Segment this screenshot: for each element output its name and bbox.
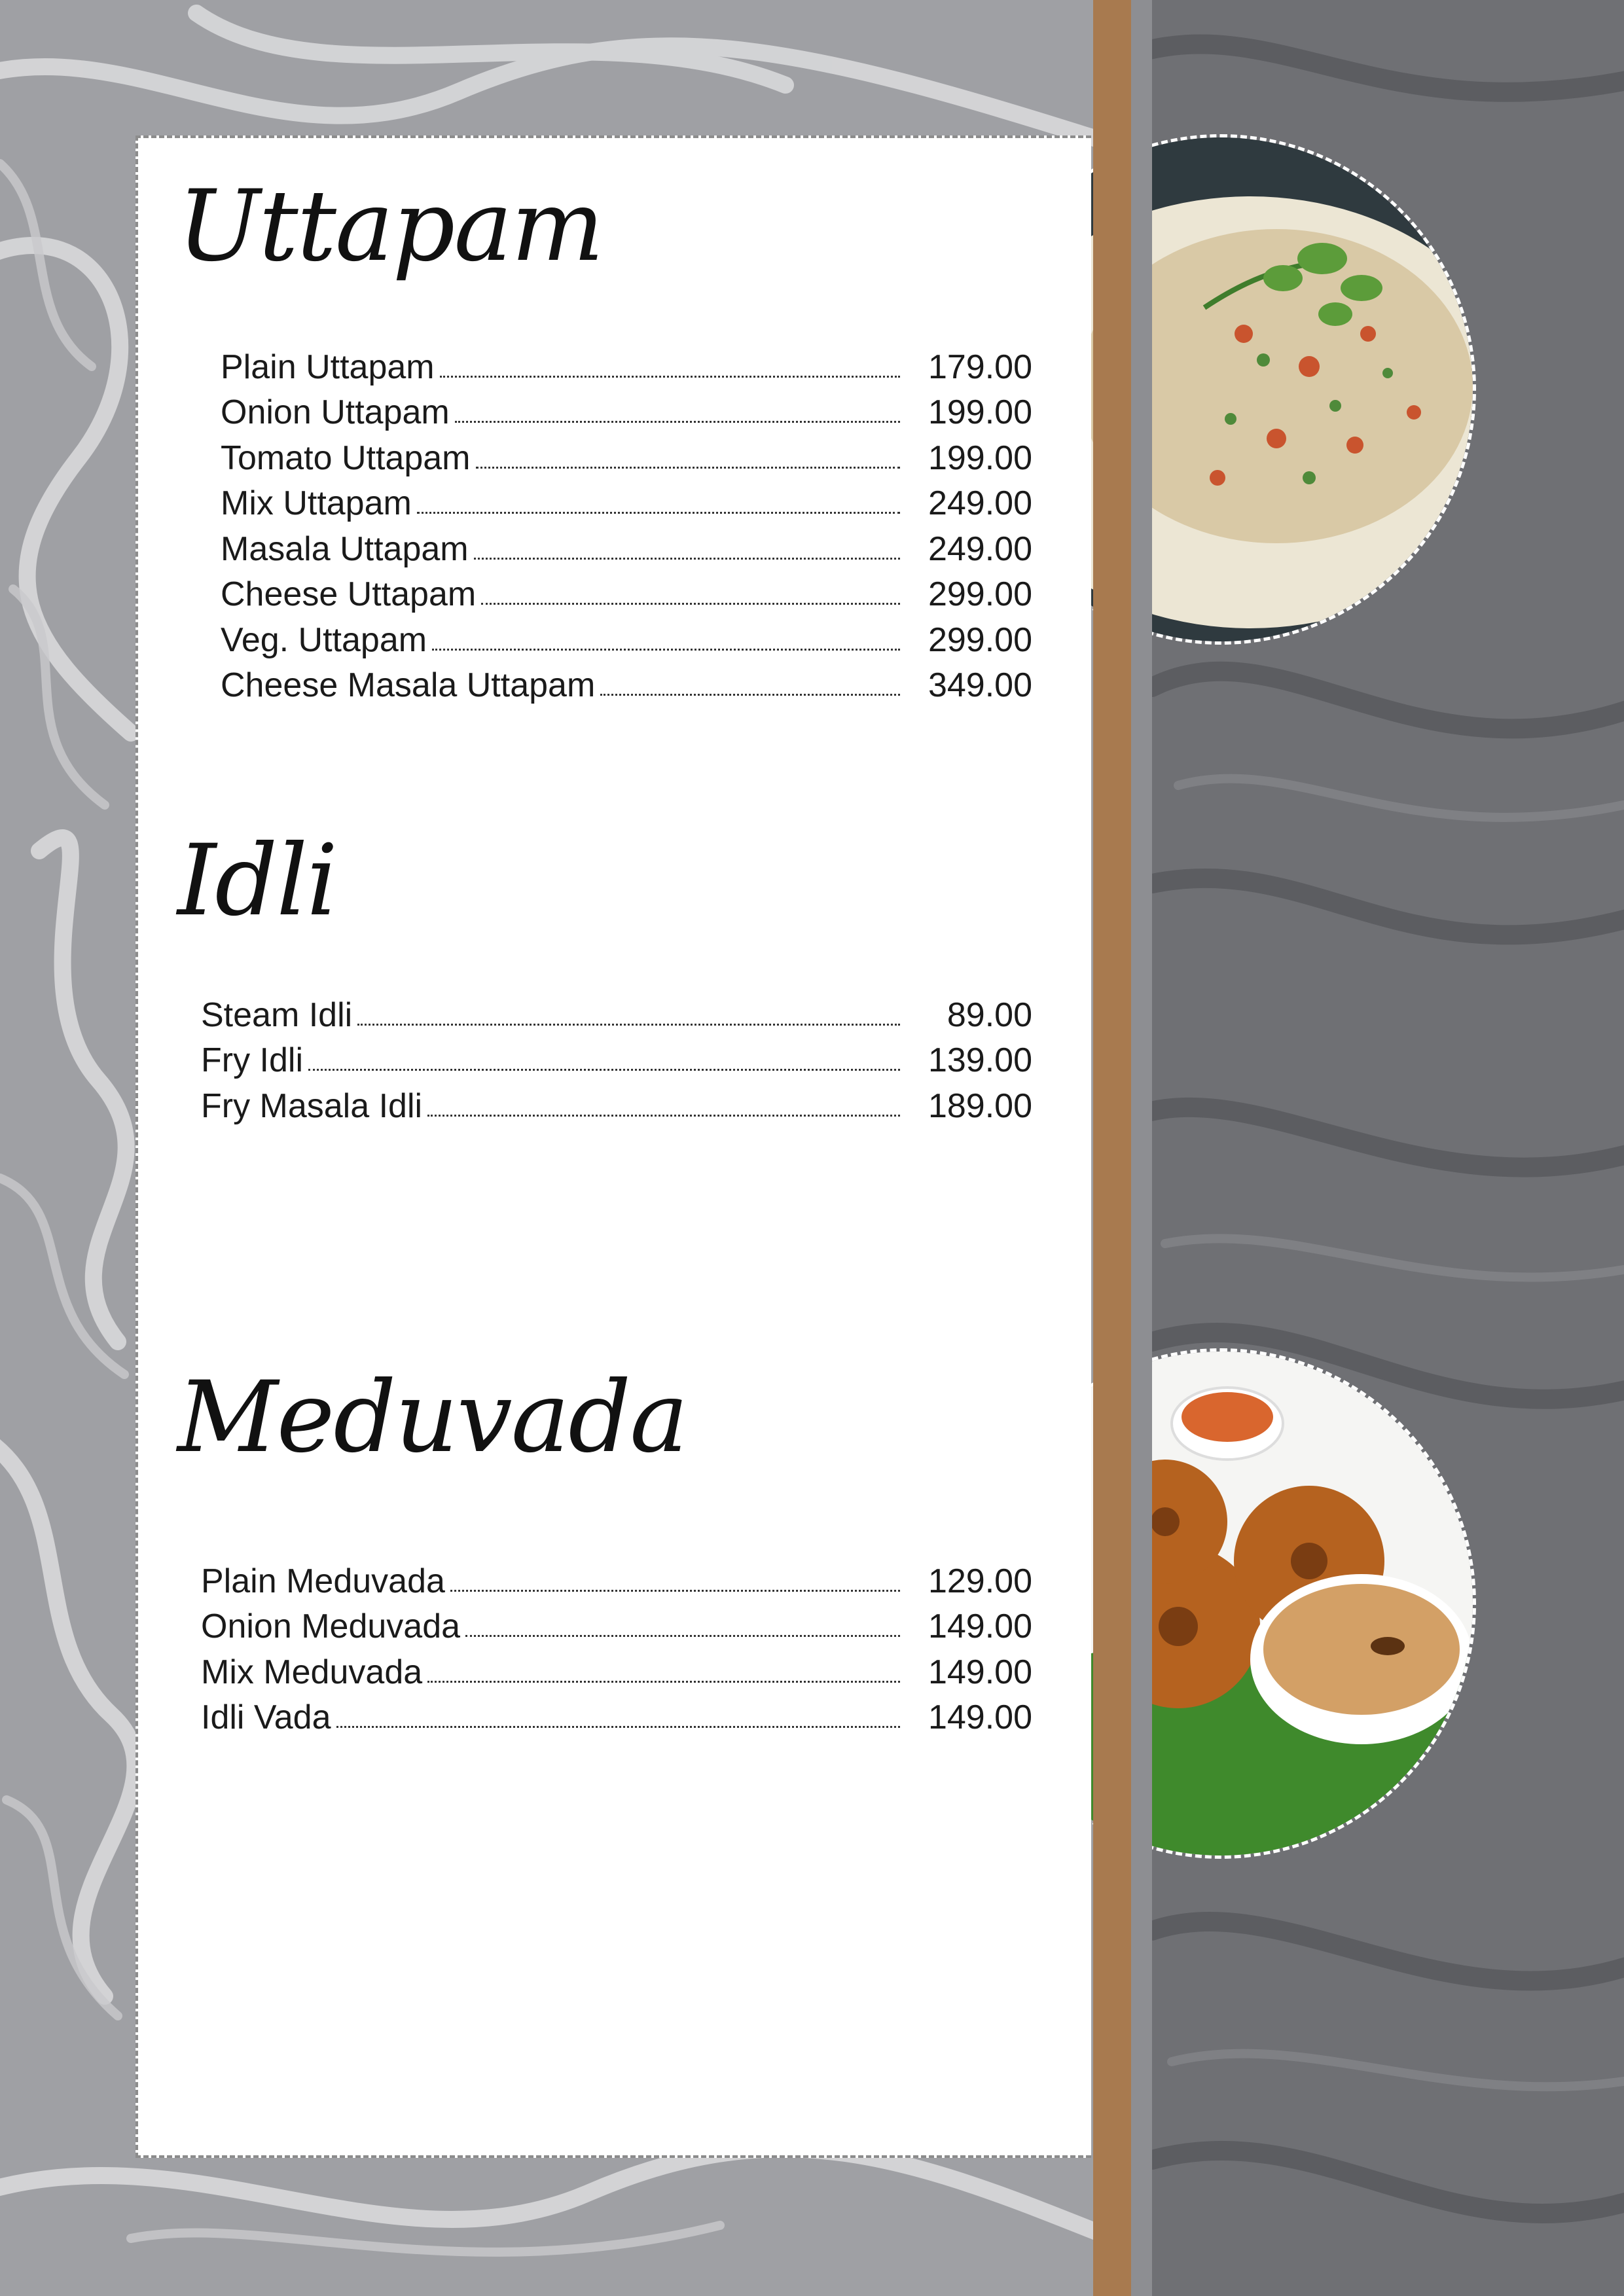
- item-price: 89.00: [947, 996, 1032, 1034]
- item-name: Fry Idli: [201, 1041, 303, 1079]
- item-name: Onion Uttapam: [221, 393, 450, 431]
- item-price: 199.00: [928, 439, 1032, 477]
- item-price: 349.00: [928, 666, 1032, 704]
- item-name: Idli Vada: [201, 1698, 331, 1736]
- dot-leader: [427, 1681, 900, 1683]
- dot-leader: [417, 512, 900, 514]
- item-price: 139.00: [928, 1041, 1032, 1079]
- item-price: 149.00: [928, 1698, 1032, 1736]
- item-price: 199.00: [928, 393, 1032, 431]
- dot-leader: [455, 421, 900, 423]
- menu-list: [201, 1555, 1032, 1737]
- menu-item: [201, 1646, 1032, 1692]
- divider-strip-bronze: [1093, 0, 1131, 2296]
- menu-item: [221, 569, 1032, 615]
- menu-item: [221, 341, 1032, 387]
- item-name: Steam Idli: [201, 996, 353, 1034]
- item-name: Fry Masala Idli: [201, 1086, 423, 1125]
- item-price: 129.00: [928, 1562, 1032, 1600]
- dot-leader: [357, 1024, 900, 1026]
- menu-item: [201, 989, 1032, 1035]
- menu-item: [201, 1080, 1032, 1126]
- dot-leader: [600, 694, 900, 696]
- item-price: 299.00: [928, 620, 1032, 659]
- menu-item: [201, 1601, 1032, 1647]
- item-name: Masala Uttapam: [221, 529, 469, 568]
- dot-leader: [336, 1726, 900, 1728]
- section-title: Idli: [177, 824, 337, 938]
- dot-leader: [427, 1115, 900, 1117]
- menu-item: [221, 478, 1032, 524]
- item-price: 249.00: [928, 484, 1032, 522]
- menu-item: [221, 387, 1032, 433]
- item-price: 299.00: [928, 575, 1032, 613]
- dot-leader: [432, 649, 900, 651]
- item-price: 149.00: [928, 1653, 1032, 1691]
- menu-item: [201, 1555, 1032, 1601]
- menu-item: [201, 1692, 1032, 1738]
- dot-leader: [308, 1069, 900, 1071]
- section-title: Meduvada: [177, 1361, 687, 1475]
- menu-item: [221, 614, 1032, 660]
- item-name: Mix Uttapam: [221, 484, 412, 522]
- item-name: Mix Meduvada: [201, 1653, 423, 1691]
- item-name: Onion Meduvada: [201, 1607, 461, 1645]
- dot-leader: [474, 558, 900, 560]
- item-name: Plain Uttapam: [221, 348, 435, 386]
- item-name: Plain Meduvada: [201, 1562, 445, 1600]
- item-price: 149.00: [928, 1607, 1032, 1645]
- dot-leader: [465, 1635, 900, 1637]
- item-name: Tomato Uttapam: [221, 439, 471, 477]
- menu-list: [201, 989, 1032, 1126]
- menu-panel: [135, 135, 1091, 2158]
- menu-item: [201, 1035, 1032, 1081]
- item-name: Cheese Uttapam: [221, 575, 477, 613]
- menu-item: [221, 523, 1032, 569]
- menu-list: [221, 341, 1032, 705]
- menu-item: [221, 432, 1032, 478]
- dot-leader: [481, 603, 900, 605]
- item-price: 179.00: [928, 348, 1032, 386]
- item-price: 189.00: [928, 1086, 1032, 1125]
- item-name: Cheese Masala Uttapam: [221, 666, 596, 704]
- menu-item: [221, 660, 1032, 706]
- dot-leader: [476, 467, 901, 469]
- item-name: Veg. Uttapam: [221, 620, 427, 659]
- dot-leader: [440, 376, 900, 378]
- section-title: Uttapam: [177, 170, 604, 283]
- dot-leader: [450, 1590, 900, 1592]
- item-price: 249.00: [928, 529, 1032, 568]
